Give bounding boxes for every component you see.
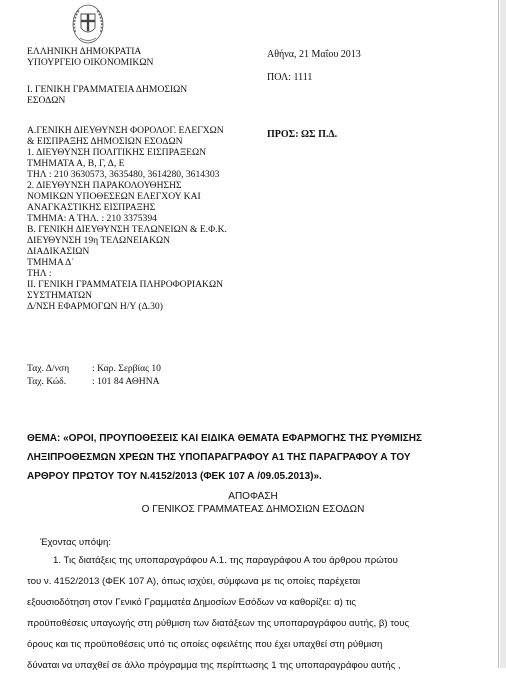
directorate-line: ΣΥΣΤΗΜΑΤΩΝ bbox=[27, 290, 93, 301]
protocol-number: ΠΟΛ: 1111 bbox=[267, 72, 313, 83]
directorate-line: ΙΙ. ΓΕΝΙΚΗ ΓΡΑΜΜΑΤΕΙΑ ΠΛΗΡΟΦΟΡΙΑΚΩΝ bbox=[27, 279, 224, 290]
directorate-line: ΔΙΕΥΘΥΝΣΗ 19η ΤΕΛΩΝΕΙΑΚΩΝ bbox=[27, 235, 171, 246]
directorate-line: 1. ΔΙΕΥΘΥΝΣΗ ΠΟΛΙΤΙΚΗΣ ΕΙΣΠΡΑΞΕΩΝ bbox=[27, 147, 207, 158]
considering-label: Έχοντας υπόψη: bbox=[40, 537, 111, 548]
body-line: του ν. 4152/2013 (ΦΕΚ 107 Α), όπως ισχύει, σύμφωνα με τις οποίες παρέχεται bbox=[27, 576, 361, 587]
body-line: δύναται να υπαχθεί σε άλλο πρόγραμμα της περίπτωσης 1 της υποπαραγράφου αυτής , bbox=[27, 660, 401, 671]
recipient-line: ΠΡΟΣ: ΩΣ Π.Δ. bbox=[267, 129, 338, 140]
subject-line: ΘΕΜΑ: «ΟΡΟΙ, ΠΡΟΥΠΟΘΕΣΕΙΣ ΚΑΙ ΕΙΔΙΚΑ ΘΕΜΑΤΑ ΕΦΑΡΜΟΓΗΣ ΤΗΣ ΡΥΘΜΙΣΗΣ bbox=[27, 433, 422, 444]
street-label: Ταχ. Δ/νση bbox=[27, 363, 70, 374]
body-line: όρους και τις προϋποθέσεις υπό τις οποίες οφειλέτης που έχει υπαχθεί στη ρύθμιση bbox=[27, 639, 383, 650]
body-line: 1. Τις διατάξεις της υποπαραγράφου Α.1. της παραγράφου Α του άρθρου πρώτου bbox=[53, 555, 398, 566]
body-line: προϋποθέσεις υπαγωγής στη ρύθμιση των διατάξεων της υποπαραγράφου αυτής, β) τους bbox=[27, 618, 410, 629]
ministry-header bbox=[27, 46, 153, 68]
directorate-block bbox=[27, 125, 227, 312]
zip-value: : 101 84 ΑΘΗΝΑ bbox=[92, 376, 160, 387]
directorate-line: ΤΜΗΜΑ: Α ΤΗΛ. : 210 3375394 bbox=[27, 213, 157, 224]
directorate-line: ΑΝΑΓΚΑΣΤΙΚΗΣ ΕΙΣΠΡΑΞΗΣ bbox=[27, 202, 156, 213]
document-date: Αθήνα, 21 Μαΐου 2013 bbox=[267, 49, 361, 60]
header-line: ΕΛΛΗΝΙΚΗ ΔΗΜΟΚΡΑΤΙΑ bbox=[27, 46, 142, 57]
directorate-line: Δ/ΝΣΗ ΕΦΑΡΜΟΓΩΝ Η/Υ (Δ.30) bbox=[27, 301, 163, 312]
zip-label: Ταχ. Κώδ. bbox=[27, 376, 67, 387]
body-paragraph bbox=[27, 550, 487, 676]
subject-line: ΛΗΞΙΠΡΟΘΕΣΜΩΝ ΧΡΕΩΝ ΤΗΣ ΥΠΟΠΑΡΑΓΡΑΦΟΥ Α1 ΤΗΣ ΠΑΡΑΓΡΑΦΟΥ Α ΤΟΥ bbox=[27, 452, 411, 463]
directorate-line: ΤΜΗΜΑΤΑ Α, Β, Γ, Δ, Ε bbox=[27, 158, 125, 169]
header-line: ΥΠΟΥΡΓΕΙΟ ΟΙΚΟΝΟΜΙΚΩΝ bbox=[27, 57, 154, 68]
secretariat-line: ΕΣΟΔΩΝ bbox=[27, 95, 66, 106]
subject-block bbox=[27, 429, 489, 486]
street-value: : Καρ. Σερβίας 10 bbox=[92, 363, 161, 374]
directorate-line: & ΕΙΣΠΡΑΞΗΣ ΔΗΜΟΣΙΩΝ ΕΣΟΔΩΝ bbox=[27, 136, 183, 147]
directorate-line: ΤΗΛ : bbox=[27, 268, 52, 279]
directorate-line: ΤΜΗΜΑ Δ΄ bbox=[27, 257, 75, 268]
greek-emblem-icon bbox=[66, 2, 110, 46]
body-line: εξουσιοδότηση στον Γενικό Γραμματέα Δημοσίων Εσόδων να καθορίζει: α) τις bbox=[27, 597, 357, 608]
secretariat-block bbox=[27, 84, 187, 106]
decision-issuer: Ο ΓΕΝΙΚΟΣ ΓΡΑΜΜΑΤΕΑΣ ΔΗΜΟΣΙΩΝ ΕΣΟΔΩΝ bbox=[141, 504, 365, 515]
subject-line: ΑΡΘΡΟΥ ΠΡΩΤΟΥ ΤΟΥ Ν.4152/2013 (ΦΕΚ 107 Α /09.05.2013)». bbox=[27, 471, 322, 482]
decision-title: ΑΠΟΦΑΣΗ bbox=[228, 491, 278, 502]
directorate-line: Α.ΓΕΝΙΚΗ ΔΙΕΥΘΥΝΣΗ ΦΟΡΟΛΟΓ. ΕΛΕΓΧΩΝ bbox=[27, 125, 224, 136]
directorate-line: ΤΗΛ : 210 3630573, 3635480, 3614280, 3614303 bbox=[27, 169, 220, 180]
directorate-line: ΝΟΜΙΚΩΝ ΥΠΟΘΕΣΕΩΝ ΕΛΕΓΧΟΥ ΚΑΙ bbox=[27, 191, 201, 202]
directorate-line: ΔΙΑΔΙΚΑΣΙΩΝ bbox=[27, 246, 90, 257]
page-edge bbox=[498, 0, 499, 668]
directorate-line: Β. ΓΕΝΙΚΗ ΔΙΕΥΘΥΝΣΗ ΤΕΛΩΝΕΙΩΝ & Ε.Φ.Κ. bbox=[27, 224, 227, 235]
secretariat-line: Ι. ΓΕΝΙΚΗ ΓΡΑΜΜΑΤΕΙΑ ΔΗΜΟΣΙΩΝ bbox=[27, 84, 188, 95]
scroll-gutter bbox=[500, 0, 506, 668]
directorate-line: 2. ΔΙΕΥΘΥΝΣΗ ΠΑΡΑΚΟΛΟΥΘΗΣΗΣ bbox=[27, 180, 182, 191]
